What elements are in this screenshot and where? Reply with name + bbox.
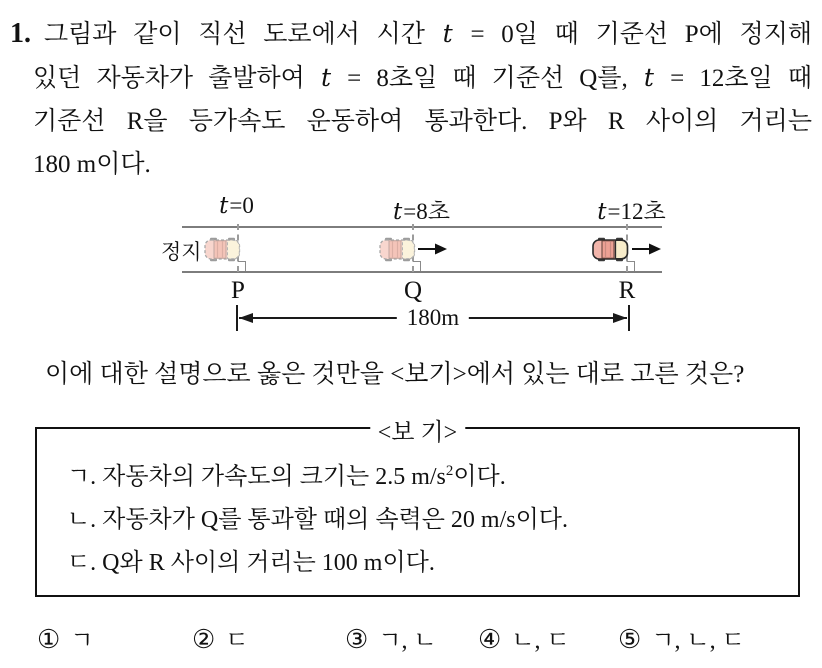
bogi-item-g: ㄱ. 자동차의 가속도의 크기는 2.5 $m/s^2$이다. — [67, 463, 506, 490]
choice-4-label: ㄴ, ㄷ — [511, 628, 570, 654]
bogi-box — [35, 420, 800, 597]
choice-2[interactable] — [192, 620, 249, 655]
choice-3-label: ㄱ, ㄴ — [378, 628, 437, 654]
dimension-tick-left — [236, 305, 238, 331]
dimension-tick-right — [628, 305, 630, 331]
distance-dimension — [236, 304, 630, 332]
distance-label: 180m — [397, 304, 469, 332]
question-line-1-text: 그림과 같이 직선 도로에서 시간 t = 0일 때 기준선 P에 정지해 — [44, 19, 812, 48]
time-label-t0: t=0 — [219, 193, 254, 219]
choice-1[interactable] — [37, 620, 94, 655]
time-label-t12: t=12초 — [597, 199, 666, 225]
choice-2-number: ② — [192, 625, 216, 654]
choice-5-number: ⑤ — [618, 625, 642, 654]
question-number: 1. — [10, 18, 31, 49]
perpendicular-mark-p — [238, 261, 246, 271]
bogi-title: <보 기> — [370, 412, 465, 447]
choice-1-number: ① — [37, 625, 61, 654]
question-line-3 — [10, 100, 812, 143]
car-at-r-icon — [592, 237, 629, 262]
choice-4[interactable] — [478, 620, 570, 655]
choice-3[interactable] — [345, 620, 437, 655]
car-ghost-at-p-icon — [204, 237, 241, 262]
choice-5[interactable] — [618, 620, 745, 655]
time-label-t8: t=8초 — [393, 199, 450, 225]
motion-arrow-q-icon — [418, 242, 447, 256]
dimension-arrowhead-right-icon — [613, 313, 627, 323]
bogi-item-d: ㄷ. Q와 R 사이의 거리는 100 m이다. — [67, 550, 435, 576]
car-ghost-at-q-icon — [379, 237, 416, 262]
motion-arrow-r-icon — [632, 242, 661, 256]
choice-2-label: ㄷ — [225, 628, 249, 654]
choice-4-number: ④ — [478, 625, 502, 654]
choice-5-label: ㄱ, ㄴ, ㄷ — [651, 628, 745, 654]
question-line-2-text: 있던 자동차가 출발하여 t = 8초일 때 기준선 Q를, t = 12초일 때 — [33, 63, 812, 92]
road-bottom-line — [182, 271, 662, 273]
choice-3-number: ③ — [345, 625, 369, 654]
dimension-arrowhead-left-icon — [239, 313, 253, 323]
road-top-line — [182, 226, 662, 228]
question-line-4-text: 180 m이다. — [33, 151, 151, 178]
question-prompt: 이에 대한 설명으로 옳은 것만을 <보기>에서 있는 대로 고른 것은? — [45, 361, 745, 388]
question-line-1 — [10, 12, 812, 56]
choice-1-label: ㄱ — [70, 628, 94, 654]
stop-label: 정지 — [161, 240, 202, 264]
point-label-r: R — [618, 277, 636, 304]
question-line-3-text: 기준선 R을 등가속도 운동하여 통과한다. P와 R 사이의 거리는 — [33, 108, 812, 135]
point-label-p: P — [231, 277, 245, 304]
question-paragraph — [10, 12, 812, 186]
perpendicular-mark-q — [413, 261, 421, 271]
question-line-4 — [10, 143, 812, 186]
bogi-item-n: ㄴ. 자동차가 Q를 통과할 때의 속력은 20 m/s이다. — [67, 507, 568, 533]
question-line-2 — [10, 56, 812, 100]
point-label-q: Q — [403, 277, 423, 304]
perpendicular-mark-r — [627, 261, 635, 271]
